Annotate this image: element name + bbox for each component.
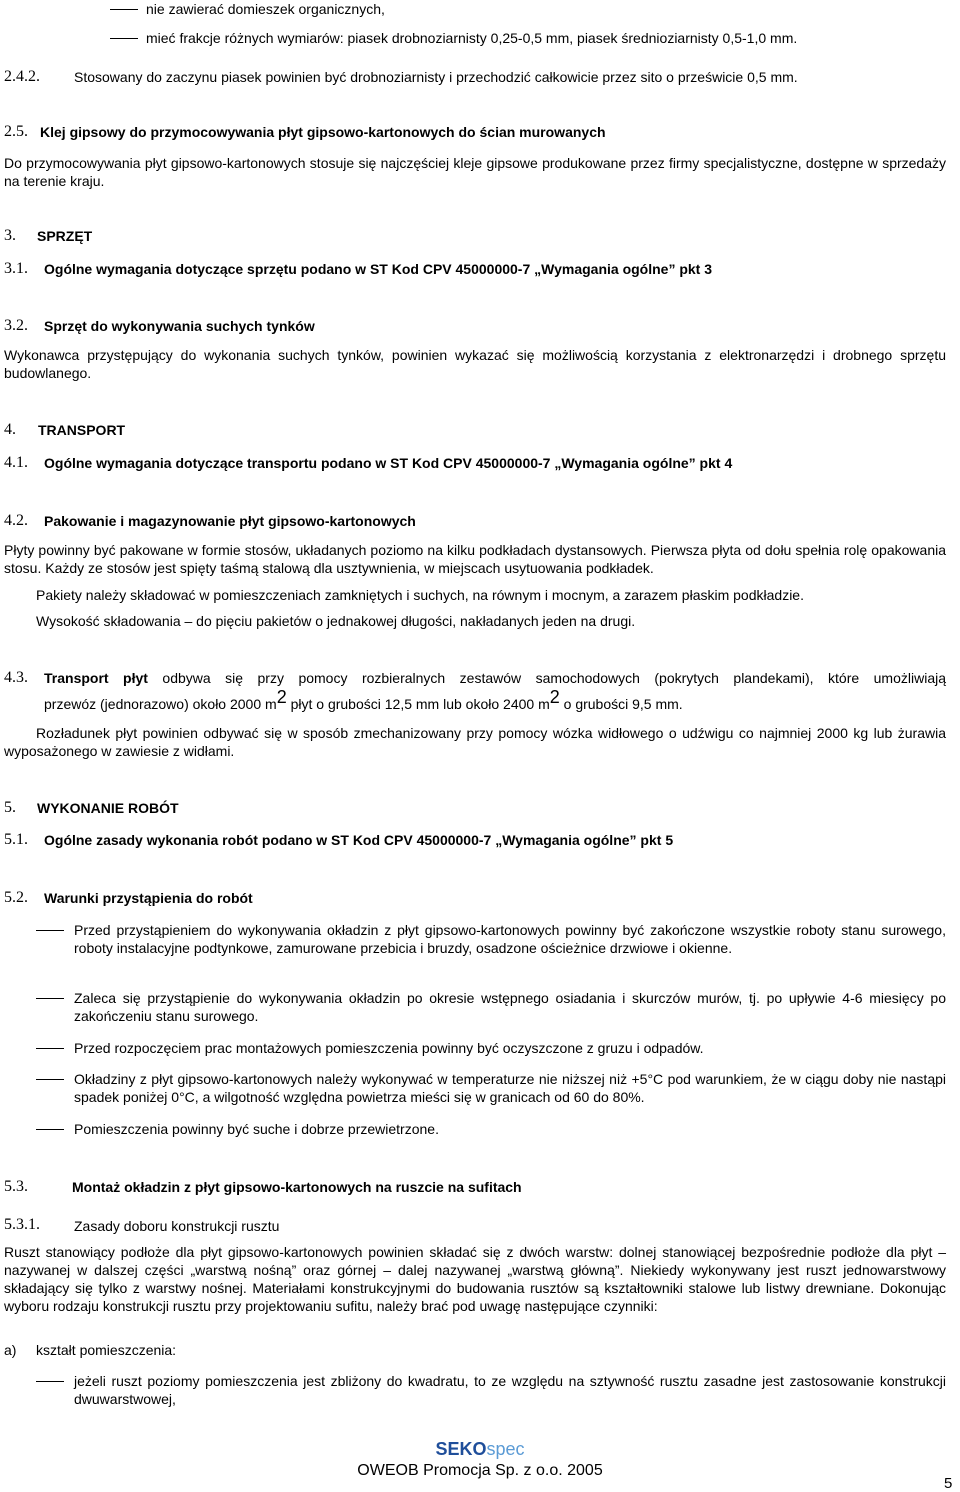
section-title: WYKONANIE ROBÓT — [37, 800, 179, 816]
section-number: 5.1. — [4, 831, 28, 848]
footer-logo — [0, 1438, 960, 1460]
section-number: 5. — [4, 799, 16, 816]
inline-text: płyt o grubości 12,5 mm lub około 2400 m — [290, 696, 550, 712]
list-item: Pomieszczenia powinny być suche i dobrze przewietrzone. — [74, 1121, 439, 1137]
bullet-dash — [36, 1129, 64, 1130]
intro-bullet: nie zawierać domieszek organicznych, — [146, 1, 385, 17]
intro-bullet: mieć frakcje różnych wymiarów: piasek drobnoziarnisty 0,25-0,5 mm, piasek średnioziarnisty 0,5-1,0 mm. — [146, 30, 798, 46]
superscript: 2 — [549, 687, 560, 707]
section-number: 2.5. — [4, 123, 28, 140]
paragraph: Wysokość składowania – do pięciu pakietów o jednakowej długości, nakładanych jeden na drugi. — [36, 613, 636, 629]
paragraph: Pakiety należy składować w pomieszczeniach zamkniętych i suchych, na równym i mocnym, a zarazem płaskim podkładzie. — [36, 587, 804, 603]
bullet-dash — [36, 1079, 64, 1080]
footer-company: OWEOB Promocja Sp. z o.o. 2005 — [357, 1462, 603, 1479]
section-title: Warunki przystąpienia do robót — [44, 890, 253, 906]
section-title: Ogólne wymagania dotyczące transportu podano w ST Kod CPV 45000000-7 „Wymagania ogólne” pkt 4 — [44, 455, 733, 471]
section-number: 4.1. — [4, 454, 28, 471]
section-number: 4. — [4, 421, 16, 438]
list-item: jeżeli ruszt poziomy pomieszczenia jest zbliżony do kwadratu, to ze względu na sztywność rusztu zasadne jest zastosowanie konstrukcji dwuwarstwowej, — [74, 1373, 946, 1407]
section-title: Montaż okładzin z płyt gipsowo-kartonowych na ruszcie na sufitach — [72, 1179, 522, 1195]
paragraph: Do przymocowywania płyt gipsowo-kartonowych stosuje się najczęściej kleje gipsowe produkowane przez firmy specjalistyczne, dostępne w sprzedaży na terenie kraju. — [4, 155, 946, 189]
section-title: Ogólne wymagania dotyczące sprzętu podano w ST Kod CPV 45000000-7 „Wymagania ogólne” pkt 3 — [44, 261, 713, 277]
inline-text: przewóz (jednorazowo) około 2000 m — [44, 696, 277, 712]
section-number: 4.3. — [4, 669, 28, 686]
bullet-dash — [110, 9, 138, 10]
logo-seko: SEKO — [435, 1439, 487, 1459]
section-title: TRANSPORT — [38, 422, 126, 438]
inline-bold: Transport płyt — [44, 670, 148, 686]
section-title: Sprzęt do wykonywania suchych tynków — [44, 318, 315, 334]
section-number: 3. — [4, 227, 16, 244]
section-number: 4.2. — [4, 512, 28, 529]
section-number: 5.3. — [4, 1178, 28, 1195]
section-number: 3.1. — [4, 260, 28, 277]
list-item: Przed rozpoczęciem prac montażowych pomieszczenia powinny być oczyszczone z gruzu i odpadów. — [74, 1040, 704, 1056]
paragraph: Rozładunek płyt powinien odbywać się w sposób zmechanizowany przy pomocy wózka widłowego o udźwigu co najmniej 2000 kg lub żurawia wyposażonego w zawiesie z widłami. — [4, 725, 946, 759]
paragraph: Płyty powinny być pakowane w formie stosów, układanych poziomo na kilku podkładach dystansowych. Pierwsza płyta od dołu spełnia rolę opakowania stosu. Każdy ze stosów jest spięty taśmą stalową dla usztywnienia, w miejscach usytuowania podkładek. — [4, 542, 946, 576]
section-title: SPRZĘT — [37, 228, 93, 244]
bullet-dash — [36, 1381, 64, 1382]
section-title: Ogólne zasady wykonania robót podano w ST Kod CPV 45000000-7 „Wymagania ogólne” pkt 5 — [44, 832, 674, 848]
paragraph: Wykonawca przystępujący do wykonania suchych tynków, powinien wykazać się możliwością korzystania z elektronarzędzi i drobnego sprzętu budowlanego. — [4, 347, 946, 381]
section-number: 2.4.2. — [4, 68, 40, 85]
bullet-dash — [36, 1048, 64, 1049]
list-item: Zaleca się przystąpienie do wykonywania okładzin po okresie wstępnego osiadania i skurczów murów, tj. po upływie 4-6 miesięcy po zakończeniu stanu surowego. — [74, 990, 946, 1024]
section-title: Pakowanie i magazynowanie płyt gipsowo-kartonowych — [44, 513, 416, 529]
section-number: 5.2. — [4, 889, 28, 906]
inline-text: odbywa się przy pomocy rozbieralnych zestawów samochodowych (pokrytych plandekami), które umożliwiają — [162, 670, 946, 686]
paragraph: Ruszt stanowiący podłoże dla płyt gipsowo-kartonowych powinien składać się z dwóch warstw: dolnej stanowiącej bezpośrednie podłoże dla płyt – nazywanej w dalszej części „warstwą nośną” oraz górnej – dalej nazywanej „warstwą główną”. Niekiedy wykonywany jest ruszt jednowarstwowy składający się tylko z warstwy nośnej. Materiałami konstrukcyjnymi do budowania rusztów są kształtowniki stalowe lub listwy drewniane. Dokonując wyboru rodzaju konstrukcji rusztu przy projektowaniu sufitu, należy brać pod uwagę następujące czynniki: — [4, 1244, 946, 1314]
section-number: 3.2. — [4, 317, 28, 334]
list-label: a) — [4, 1342, 17, 1358]
bullet-dash — [110, 38, 138, 39]
bullet-dash — [36, 998, 64, 999]
list-item: kształt pomieszczenia: — [36, 1342, 177, 1358]
page-number: 5 — [944, 1475, 953, 1492]
logo-spec: spec — [486, 1439, 525, 1459]
list-item: Przed przystąpieniem do wykonywania okładzin z płyt gipsowo-kartonowych powinny być zakończone wszystkie roboty stanu surowego, roboty instalacyjne podtynkowe, zamurowane przebicia i bruzdy, osadzone ościeżnice drzwiowe i okienne. — [74, 922, 946, 956]
section-title: Klej gipsowy do przymocowywania płyt gipsowo-kartonowych do ścian murowanych — [40, 124, 606, 140]
bullet-dash — [36, 930, 64, 931]
section-number: 5.3.1. — [4, 1216, 40, 1233]
section-text: Stosowany do zaczynu piasek powinien być drobnoziarnisty i przechodzić całkowicie przez sito o prześwicie 0,5 mm. — [74, 69, 798, 85]
section-title: Zasady doboru konstrukcji rusztu — [74, 1218, 280, 1234]
paragraph — [44, 687, 683, 715]
inline-text: o grubości 9,5 mm. — [563, 696, 683, 712]
list-item: Okładziny z płyt gipsowo-kartonowych należy wykonywać w temperaturze nie niższej niż +5°C pod warunkiem, że w ciągu doby nie nastąpi spadek poniżej 0°C, a wilgotność względna powietrza mieści się w granicach od 60 do 80%. — [74, 1071, 946, 1105]
paragraph — [44, 669, 946, 687]
superscript: 2 — [276, 687, 287, 707]
